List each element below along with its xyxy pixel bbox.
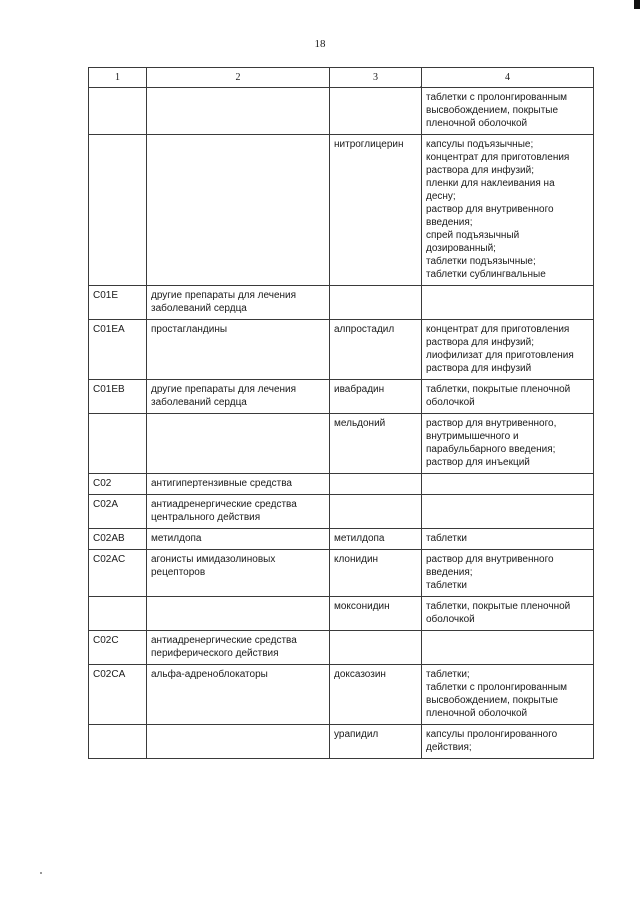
scan-corner-mark (634, 0, 640, 9)
page-number: 18 (314, 38, 326, 50)
group-name-cell (147, 88, 330, 135)
drug-name-cell: моксонидин (330, 597, 422, 631)
dosage-form-line: таблетки, покрытые пленочной (426, 384, 571, 395)
group-name-cell: другие препараты для лечения заболеваний сердца (147, 380, 330, 414)
dosage-form-line: таблетки с пролонгированным (426, 682, 568, 693)
atc-code-cell (89, 135, 147, 286)
table-row (89, 414, 594, 474)
dosage-form-line: пленочной оболочкой (426, 118, 528, 129)
group-name-cell: агонисты имидазолиновых рецепторов (147, 550, 330, 597)
group-name-cell: антиадренергические средства центрального действия (147, 495, 330, 529)
dosage-forms-cell (422, 474, 594, 495)
dosage-form-line: высвобождением, покрытые (426, 695, 559, 706)
table-row (89, 631, 594, 665)
atc-code-cell: C02 (89, 474, 147, 495)
table-row (89, 88, 594, 135)
drug-name-cell: клонидин (330, 550, 422, 597)
drug-name-cell: метилдопа (330, 529, 422, 550)
drug-name-cell (330, 631, 422, 665)
table-row (89, 665, 594, 725)
group-name-cell: антигипертензивные средства (147, 474, 330, 495)
dosage-form-line: высвобождением, покрытые (426, 105, 559, 116)
dosage-form-line: таблетки с пролонгированным (426, 92, 568, 103)
drug-name-cell (330, 88, 422, 135)
dosage-form-line: введения; (426, 567, 473, 578)
dosage-forms-cell (422, 380, 594, 414)
dosage-form-line: капсулы пролонгированного (426, 729, 558, 740)
dosage-forms-cell (422, 320, 594, 380)
drug-name-cell: нитроглицерин (330, 135, 422, 286)
dosage-form-line: таблетки, покрытые пленочной (426, 601, 571, 612)
dosage-forms-cell (422, 597, 594, 631)
dosage-form-line: раствор для инъекций (426, 457, 530, 468)
group-name-cell: другие препараты для лечения заболеваний сердца (147, 286, 330, 320)
drug-name-cell: ивабрадин (330, 380, 422, 414)
dosage-form-line: концентрат для приготовления (426, 324, 570, 335)
dosage-form-line: пленки для наклеивания на (426, 178, 555, 189)
dosage-form-line: капсулы подъязычные; (426, 139, 534, 150)
dosage-form-line: внутримышечного и (426, 431, 519, 442)
dosage-form-line: раствор для внутривенного (426, 554, 554, 565)
drug-name-cell (330, 495, 422, 529)
dosage-form-line: раствора для инфузий; (426, 165, 534, 176)
dosage-forms-cell (422, 135, 594, 286)
dosage-forms-cell (422, 550, 594, 597)
group-name-cell: антиадренергические средства периферического действия (147, 631, 330, 665)
dosage-form-line: оболочкой (426, 397, 475, 408)
dosage-form-line: десну; (426, 191, 456, 202)
drug-name-cell (330, 286, 422, 320)
dosage-form-line: пленочной оболочкой (426, 708, 528, 719)
dosage-form-line: действия; (426, 742, 472, 753)
drug-name-cell: доксазозин (330, 665, 422, 725)
group-name-cell (147, 414, 330, 474)
dosage-form-line: введения; (426, 217, 473, 228)
scan-speck (40, 872, 42, 874)
dosage-form-line: раствор для внутривенного, (426, 418, 557, 429)
dosage-form-line: таблетки; (426, 669, 470, 680)
table-row (89, 474, 594, 495)
dosage-form-line: лиофилизат для приготовления (426, 350, 574, 361)
group-name-cell: метилдопа (147, 529, 330, 550)
table-row (89, 320, 594, 380)
column-header-code: 1 (89, 68, 147, 88)
table-row (89, 529, 594, 550)
atc-code-cell (89, 414, 147, 474)
atc-code-cell (89, 88, 147, 135)
table-row (89, 135, 594, 286)
table-row (89, 286, 594, 320)
table-row (89, 495, 594, 529)
atc-code-cell: C02A (89, 495, 147, 529)
drug-table (88, 67, 594, 759)
table-row (89, 725, 594, 759)
atc-code-cell (89, 597, 147, 631)
dosage-form-line: таблетки (426, 580, 467, 591)
scan-speck (420, 86, 421, 87)
dosage-form-line: дозированный; (426, 243, 496, 254)
drug-name-cell: урапидил (330, 725, 422, 759)
atc-code-cell: C01E (89, 286, 147, 320)
dosage-form-line: спрей подъязычный (426, 230, 520, 241)
dosage-form-line: оболочкой (426, 614, 475, 625)
dosage-form-line: таблетки сублингвальные (426, 269, 546, 280)
table-row (89, 597, 594, 631)
atc-code-cell: C01EA (89, 320, 147, 380)
table-row (89, 550, 594, 597)
dosage-forms-cell (422, 631, 594, 665)
atc-code-cell (89, 725, 147, 759)
dosage-form-line: таблетки подъязычные; (426, 256, 536, 267)
dosage-form-line: раствора для инфузий (426, 363, 532, 374)
atc-code-cell: C02C (89, 631, 147, 665)
dosage-forms-cell (422, 414, 594, 474)
dosage-form-line: раствора для инфузий; (426, 337, 534, 348)
drug-name-cell: мельдоний (330, 414, 422, 474)
table-header-row (89, 68, 594, 88)
atc-code-cell: C02AC (89, 550, 147, 597)
column-header-forms: 4 (422, 68, 594, 88)
table-row (89, 380, 594, 414)
dosage-forms-cell (422, 88, 594, 135)
dosage-form-line: раствор для внутривенного (426, 204, 554, 215)
group-name-cell: простагландины (147, 320, 330, 380)
dosage-forms-cell (422, 725, 594, 759)
atc-code-cell: C01EB (89, 380, 147, 414)
dosage-form-line: парабульбарного введения; (426, 444, 556, 455)
table-body (89, 88, 594, 759)
column-header-group: 2 (147, 68, 330, 88)
drug-name-cell: алпростадил (330, 320, 422, 380)
dosage-forms-cell (422, 665, 594, 725)
drug-name-cell (330, 474, 422, 495)
group-name-cell (147, 135, 330, 286)
dosage-forms-cell (422, 495, 594, 529)
group-name-cell: альфа-адреноблокаторы (147, 665, 330, 725)
dosage-forms-cell (422, 286, 594, 320)
group-name-cell (147, 725, 330, 759)
column-header-drug: 3 (330, 68, 422, 88)
group-name-cell (147, 597, 330, 631)
atc-code-cell: C02CA (89, 665, 147, 725)
atc-code-cell: C02AB (89, 529, 147, 550)
dosage-form-line: концентрат для приготовления (426, 152, 570, 163)
dosage-form-line: таблетки (426, 533, 467, 544)
dosage-forms-cell (422, 529, 594, 550)
